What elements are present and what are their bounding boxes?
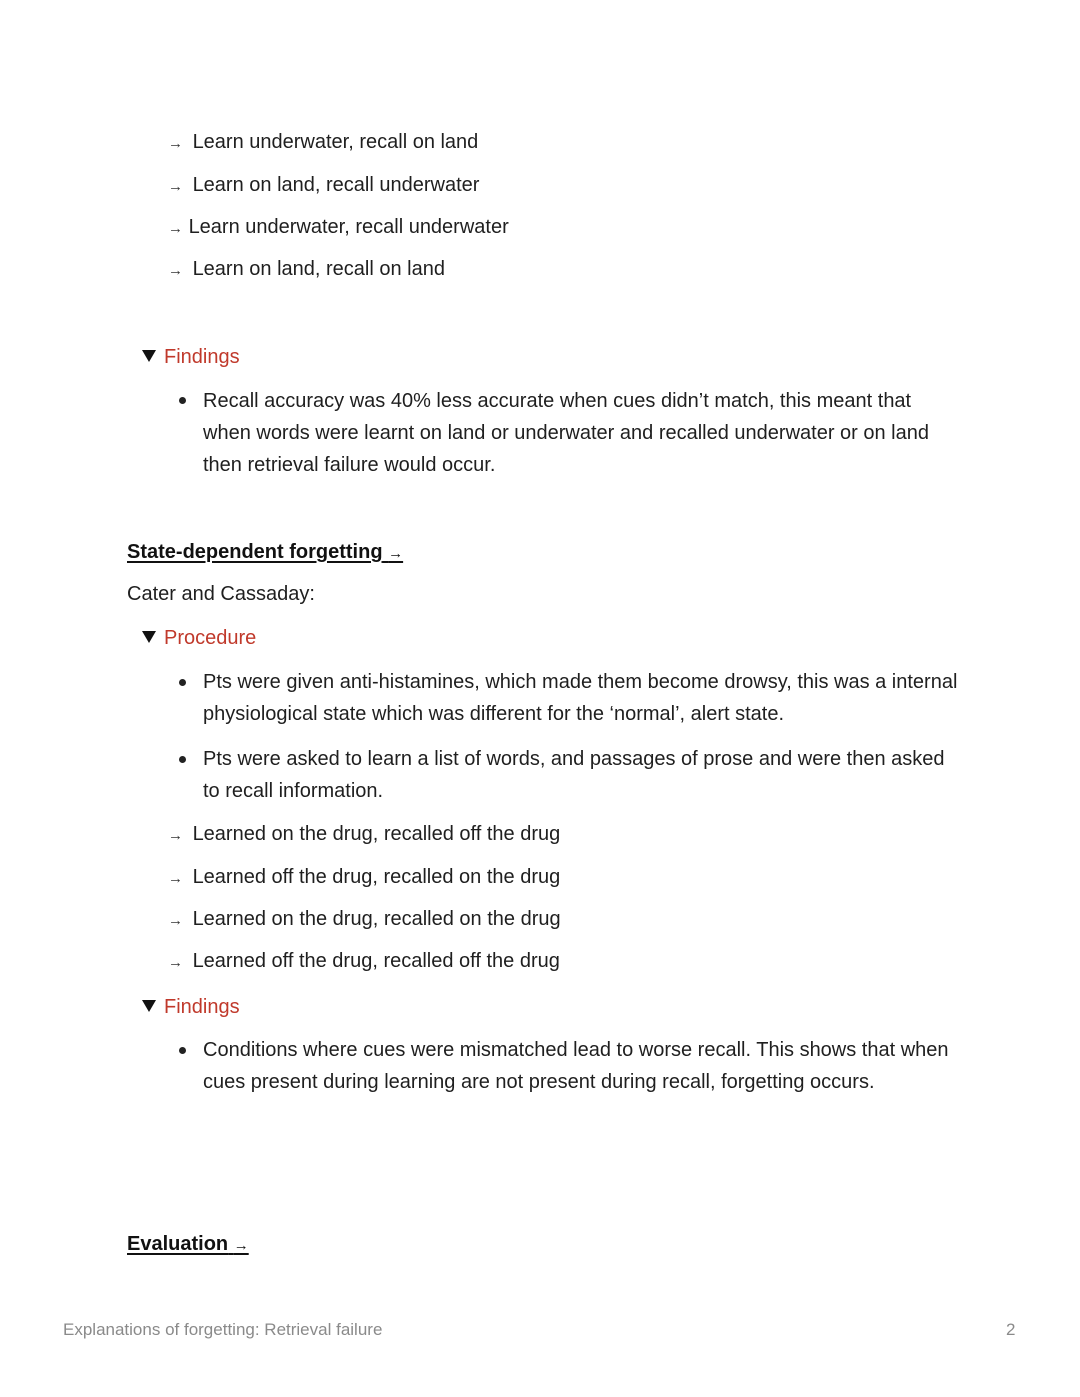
arrow-right-icon: → [388, 545, 404, 562]
toggle-triangle-icon[interactable] [142, 631, 156, 643]
arrow-right-icon: → [168, 954, 183, 971]
arrow-right-icon: → [168, 870, 183, 887]
arrow-right-icon: → [168, 912, 183, 929]
condition-text: Learned on the drug, recalled off the drug [192, 823, 561, 845]
section-heading-state-dependent [127, 540, 403, 566]
toggle-triangle-icon[interactable] [142, 350, 156, 362]
findings-toggle-label[interactable]: Findings [164, 346, 240, 368]
arrow-right-icon: → [168, 827, 183, 844]
study-name: Cater and Cassaday: [127, 583, 315, 605]
findings-toggle-label[interactable]: Findings [164, 996, 240, 1018]
condition-text: Learn underwater, recall on land [192, 131, 479, 153]
procedure-toggle-label[interactable]: Procedure [164, 627, 257, 649]
arrow-right-icon: → [233, 1237, 249, 1254]
condition-text: Learn underwater, recall underwater [188, 216, 509, 238]
heading-text: Evaluation [127, 1233, 229, 1255]
condition-item [168, 130, 478, 156]
procedure-bullet-text: Pts were asked to learn a list of words, and passages of prose and were then asked to recall information. [203, 748, 945, 802]
arrow-right-icon: → [168, 262, 183, 279]
condition-text: Learned on the drug, recalled on the drug [192, 908, 561, 930]
condition-item [168, 865, 560, 891]
bullet-icon [179, 1047, 186, 1054]
condition-text: Learn on land, recall on land [192, 258, 445, 280]
condition-item [168, 822, 560, 848]
toggle-triangle-icon[interactable] [142, 1000, 156, 1012]
condition-item [168, 257, 445, 283]
condition-item [168, 215, 509, 241]
arrow-right-icon: → [168, 178, 183, 195]
condition-text: Learned off the drug, recalled off the drug [192, 950, 560, 972]
condition-text: Learned off the drug, recalled on the drug [192, 866, 561, 888]
findings-bullet-text: Recall accuracy was 40% less accurate when cues didn’t match, this meant that when words were learnt on land or underwater and recalled underwater or on land then retrieval failure would occur. [203, 390, 929, 476]
condition-text: Learn on land, recall underwater [192, 174, 480, 196]
bullet-icon [179, 756, 186, 763]
arrow-right-icon: → [168, 135, 183, 152]
findings-bullet-text: Conditions where cues were mismatched lead to worse recall. This shows that when cues present during learning are not present during recall, forgetting occurs. [203, 1039, 949, 1093]
bullet-icon [179, 397, 186, 404]
procedure-bullet-text: Pts were given anti-histamines, which made them become drowsy, this was a internal physiological state which was different for the ‘normal’, alert state. [203, 671, 958, 725]
section-heading-evaluation [127, 1232, 249, 1258]
condition-item [168, 173, 479, 199]
bullet-icon [179, 679, 186, 686]
footer-title: Explanations of forgetting: Retrieval failure [63, 1320, 383, 1339]
page-number: 2 [1006, 1320, 1016, 1339]
condition-item [168, 949, 560, 975]
condition-item [168, 907, 561, 933]
arrow-right-icon: → [168, 220, 183, 237]
heading-text: State-dependent forgetting [127, 541, 383, 563]
